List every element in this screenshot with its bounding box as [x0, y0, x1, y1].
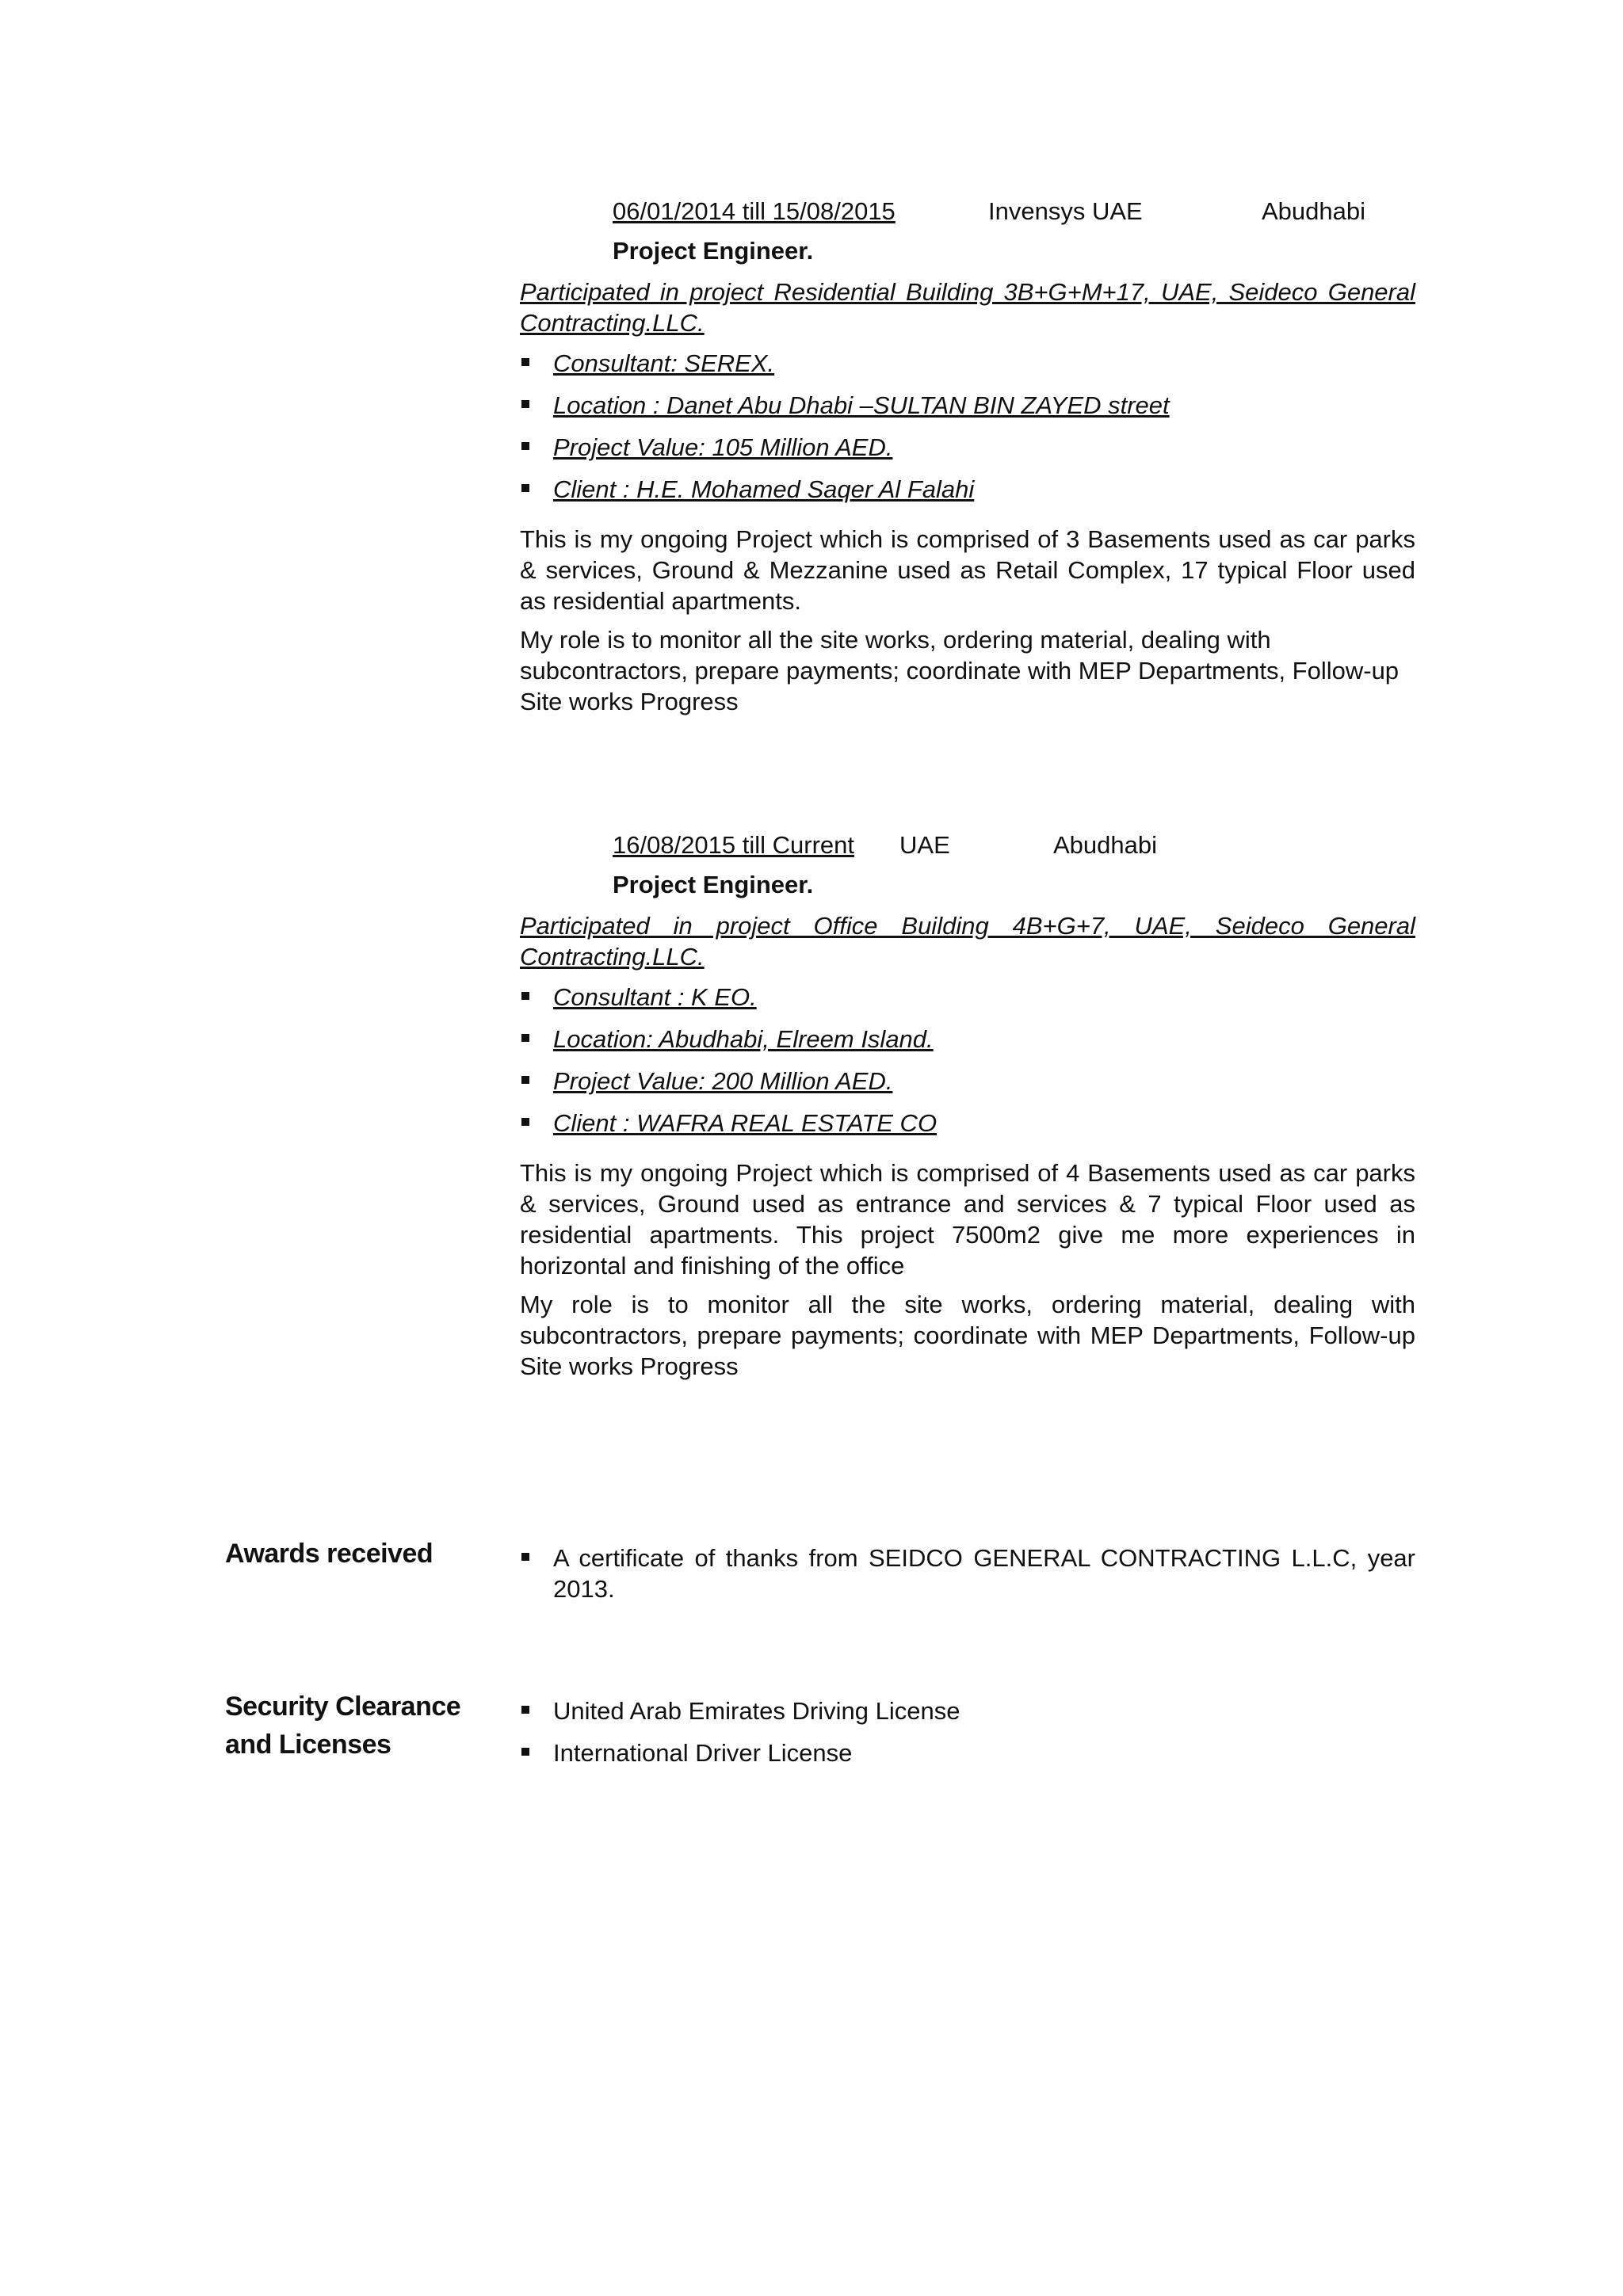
- licenses-label: Security Clearance and Licenses: [225, 1691, 461, 1760]
- detail-client: Client : H.E. Mohamed Saqer Al Falahi: [553, 475, 975, 503]
- awards-list: [520, 1543, 1415, 1604]
- job-intro: Participated in project Residential Building 3B+G+M+17, UAE, Seideco General Contracting.LLC.: [520, 278, 1415, 337]
- job-city: Abudhabi: [1262, 197, 1366, 225]
- job-city: Abudhabi: [1053, 831, 1158, 859]
- detail-value: Project Value: 105 Million AED.: [553, 433, 893, 461]
- job-entry-2: [520, 830, 1415, 1390]
- detail-consultant: Consultant : K EO.: [553, 983, 757, 1011]
- job-dates: 06/01/2014 till 15/08/2015: [613, 197, 896, 225]
- list-item: [520, 390, 1415, 432]
- job-description: This is my ongoing Project which is comprised of 4 Basements used as car parks & services, Ground used as entrance and services & 7 typical Floor used as residential apartments. This project 7500m2 give me more experiences in horizontal and finishing of the office: [520, 1159, 1415, 1280]
- job-entry-1: [520, 196, 1415, 725]
- list-item: [520, 982, 1415, 1024]
- license-item: United Arab Emirates Driving License: [553, 1697, 960, 1725]
- job-dates: 16/08/2015 till Current: [613, 831, 855, 859]
- job-role: My role is to monitor all the site works, ordering material, dealing with subcontractors, prepare payments; coordinate with MEP Departments, Follow-up Site works Progress: [520, 1291, 1415, 1380]
- awards-label: Awards received: [225, 1539, 433, 1569]
- award-item: A certificate of thanks from SEIDCO GENERAL CONTRACTING L.L.C, year 2013.: [553, 1544, 1415, 1603]
- list-item: [520, 348, 1415, 390]
- list-item: [520, 1066, 1415, 1108]
- job-role: My role is to monitor all the site works, ordering material, dealing with subcontractors, prepare payments; coordinate with MEP Departments, Follow-up Site works Progress: [520, 626, 1400, 715]
- detail-location: Location: Abudhabi, Elreem Island.: [553, 1025, 934, 1053]
- detail-location: Location : Danet Abu Dhabi –SULTAN BIN ZAYED street: [553, 391, 1170, 419]
- job-header: [613, 830, 1415, 869]
- detail-consultant: Consultant: SEREX.: [553, 349, 775, 377]
- list-item: [520, 432, 1415, 474]
- list-item: [520, 1695, 1415, 1726]
- job-description: This is my ongoing Project which is comprised of 3 Basements used as car parks & services, Ground & Mezzanine used as Retail Complex, 17 typical Floor used as residential apartments.: [520, 525, 1415, 615]
- job-company: Invensys UAE: [988, 197, 1143, 225]
- list-item: [520, 474, 1415, 516]
- job-details-list: [520, 348, 1415, 516]
- job-title: Project Engineer.: [613, 871, 814, 898]
- licenses-body: [520, 1695, 1415, 1779]
- list-item: [520, 1737, 1415, 1768]
- list-item: [520, 1543, 1415, 1604]
- detail-client: Client : WAFRA REAL ESTATE CO: [553, 1109, 938, 1137]
- list-item: [520, 1108, 1415, 1150]
- job-title: Project Engineer.: [613, 237, 814, 265]
- licenses-list: [520, 1695, 1415, 1768]
- job-intro: Participated in project Office Building 4B+G+7, UAE, Seideco General Contracting.LLC.: [520, 912, 1415, 971]
- job-company: UAE: [899, 831, 950, 859]
- license-item: International Driver License: [553, 1739, 853, 1767]
- detail-value: Project Value: 200 Million AED.: [553, 1067, 893, 1095]
- job-details-list: [520, 982, 1415, 1150]
- job-header: [613, 196, 1415, 235]
- list-item: [520, 1024, 1415, 1066]
- awards-body: [520, 1543, 1415, 1615]
